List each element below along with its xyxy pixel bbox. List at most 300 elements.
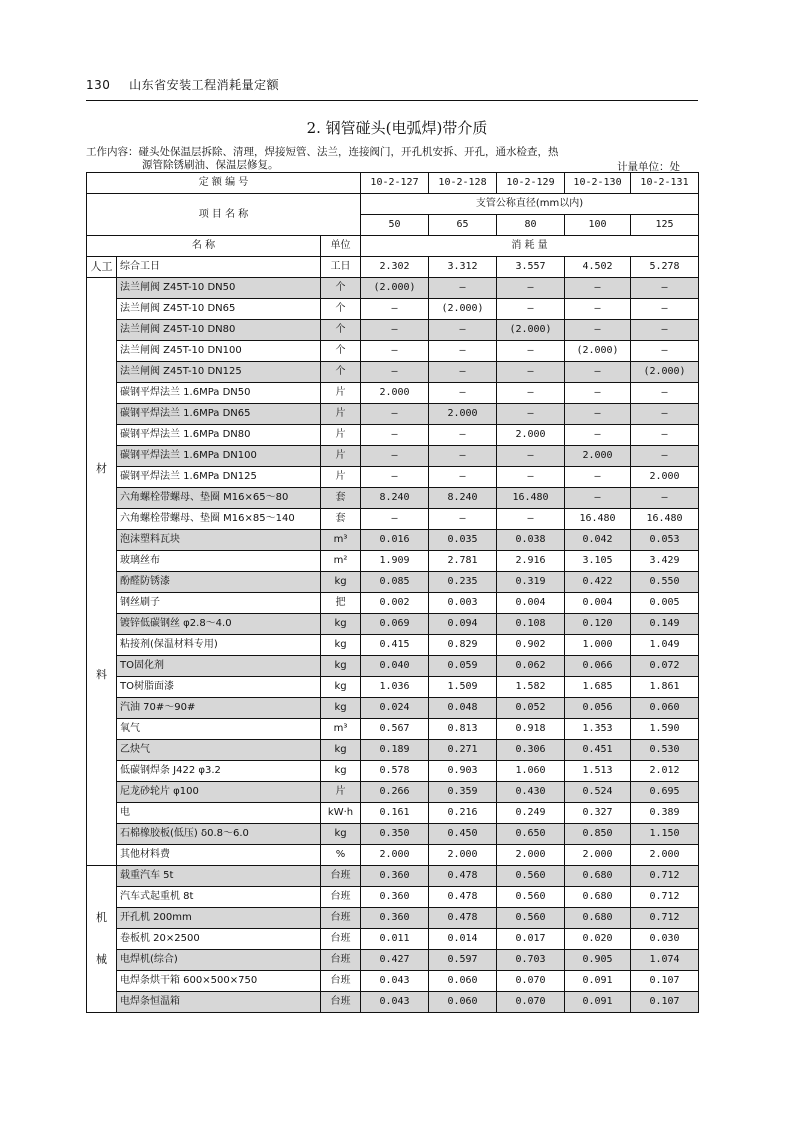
material-value: 2.000 [429,845,497,866]
material-value: — [631,488,699,509]
material-value: 0.306 [497,740,565,761]
material-value: 1.060 [497,761,565,782]
material-value: 0.918 [497,719,565,740]
machinery-value: 0.478 [429,866,497,887]
work-content [86,146,698,172]
machinery-value: 0.560 [497,866,565,887]
material-row [87,803,699,824]
material-value: 2.012 [631,761,699,782]
material-value: 0.359 [429,782,497,803]
material-value: 1.509 [429,677,497,698]
material-value: — [631,320,699,341]
material-value: — [631,278,699,299]
material-unit: 个 [321,362,361,383]
material-name: 碳钢平焊法兰 1.6MPa DN65 [117,404,321,425]
material-value: 16.480 [497,488,565,509]
header-divider [86,100,698,101]
material-row [87,488,699,509]
machinery-value: 1.074 [631,950,699,971]
material-value: 1.861 [631,677,699,698]
name-header: 名 称 [87,236,321,257]
material-value: 0.430 [497,782,565,803]
unit-header: 单位 [321,236,361,257]
material-unit: 个 [321,341,361,362]
material-value: — [631,299,699,320]
machinery-name: 开孔机 200mm [117,908,321,929]
material-unit: kg [321,614,361,635]
material-value: 16.480 [631,509,699,530]
material-name: 氧气 [117,719,321,740]
machinery-unit: 台班 [321,929,361,950]
material-value: 0.024 [361,698,429,719]
machinery-category-bottom: 械 [96,953,107,966]
material-value: 2.000 [361,845,429,866]
material-value: 2.000 [565,845,631,866]
machinery-name: 电焊条烘干箱 600×500×750 [117,971,321,992]
column-header-row [87,236,699,257]
material-value: 0.052 [497,698,565,719]
machinery-name: 汽车式起重机 8t [117,887,321,908]
machinery-name: 载重汽车 5t [117,866,321,887]
material-value: 2.916 [497,551,565,572]
material-name: 法兰闸阀 Z45T-10 DN50 [117,278,321,299]
material-value: 1.513 [565,761,631,782]
machinery-row [87,971,699,992]
material-unit: 个 [321,320,361,341]
material-value: — [565,425,631,446]
machinery-value: 0.020 [565,929,631,950]
material-category-bottom: 料 [96,667,107,681]
material-name: 低碳钢焊条 J422 φ3.2 [117,761,321,782]
material-unit: kW·h [321,803,361,824]
material-value: 0.567 [361,719,429,740]
material-value: 0.072 [631,656,699,677]
material-name: 法兰闸阀 Z45T-10 DN100 [117,341,321,362]
material-value: — [429,425,497,446]
material-value: 2.000 [497,425,565,446]
material-value: 8.240 [361,488,429,509]
material-value: — [565,383,631,404]
material-name: 汽油 70#～90# [117,698,321,719]
material-value: 0.235 [429,572,497,593]
diameter-value: 50 [361,215,429,236]
material-value: 0.062 [497,656,565,677]
material-value: — [429,509,497,530]
material-unit: 片 [321,467,361,488]
material-name: 法兰闸阀 Z45T-10 DN125 [117,362,321,383]
material-category [87,278,117,866]
material-unit: 套 [321,509,361,530]
material-name: 石棉橡胶板(低压) δ0.8～6.0 [117,824,321,845]
machinery-name: 卷板机 20×2500 [117,929,321,950]
material-value: 0.578 [361,761,429,782]
material-value: 0.053 [631,530,699,551]
material-value: — [631,341,699,362]
material-value: 0.108 [497,614,565,635]
machinery-value: 0.680 [565,887,631,908]
material-unit: 片 [321,383,361,404]
labor-unit: 工日 [321,257,361,278]
material-value: 3.105 [565,551,631,572]
material-value: — [497,278,565,299]
material-value: 0.069 [361,614,429,635]
machinery-name: 电焊机(综合) [117,950,321,971]
material-value: — [361,362,429,383]
material-value: — [361,299,429,320]
machinery-unit: 台班 [321,908,361,929]
material-value: 16.480 [565,509,631,530]
material-value: 0.415 [361,635,429,656]
unit-note: 计量单位：处 [617,161,680,173]
quota-code-label: 定 额 编 号 [87,173,361,194]
material-value: 0.271 [429,740,497,761]
machinery-value: 0.703 [497,950,565,971]
material-value: — [497,341,565,362]
material-value: 0.040 [361,656,429,677]
material-unit: kg [321,761,361,782]
material-row [87,446,699,467]
section-title: 2. 钢管碰头(电弧焊)带介质 [306,119,488,137]
diameter-value: 80 [497,215,565,236]
material-value: — [565,320,631,341]
material-value: 0.829 [429,635,497,656]
material-value: 0.249 [497,803,565,824]
machinery-value: 0.070 [497,971,565,992]
quota-code: 10-2-130 [565,173,631,194]
machinery-row [87,908,699,929]
material-name: 六角螺栓带螺母、垫圈 M16×65～80 [117,488,321,509]
material-unit: kg [321,572,361,593]
machinery-value: 0.478 [429,887,497,908]
material-row [87,425,699,446]
machinery-unit: 台班 [321,992,361,1013]
material-row [87,761,699,782]
material-unit: 片 [321,404,361,425]
material-row [87,782,699,803]
material-value: (2.000) [565,341,631,362]
material-row [87,593,699,614]
material-name: 碳钢平焊法兰 1.6MPa DN80 [117,425,321,446]
material-value: 0.161 [361,803,429,824]
diameter-value: 125 [631,215,699,236]
diameter-value: 65 [429,215,497,236]
material-value: — [565,488,631,509]
work-content-line-2: 源管除锈刷油、保温层修复。 [142,159,279,171]
material-row [87,845,699,866]
material-row [87,614,699,635]
material-value: 0.422 [565,572,631,593]
material-value: 2.000 [429,404,497,425]
machinery-unit: 台班 [321,866,361,887]
machinery-value: 0.107 [631,992,699,1013]
material-value: — [361,404,429,425]
labor-name: 综合工日 [117,257,321,278]
material-value: — [497,446,565,467]
material-unit: kg [321,677,361,698]
material-value: 2.000 [361,383,429,404]
material-unit: 片 [321,446,361,467]
labor-value: 5.278 [631,257,699,278]
machinery-row [87,887,699,908]
machinery-row [87,950,699,971]
material-value: 2.000 [631,845,699,866]
material-value: 1.049 [631,635,699,656]
quota-code: 10-2-131 [631,173,699,194]
material-row [87,530,699,551]
material-name: 碳钢平焊法兰 1.6MPa DN50 [117,383,321,404]
material-value: 0.903 [429,761,497,782]
material-name: 尼龙砂轮片 φ100 [117,782,321,803]
material-name: 镀锌低碳钢丝 φ2.8～4.0 [117,614,321,635]
material-row [87,740,699,761]
material-value: 1.000 [565,635,631,656]
material-unit: m³ [321,719,361,740]
material-value: 0.004 [565,593,631,614]
material-value: 0.004 [497,593,565,614]
labor-value: 3.557 [497,257,565,278]
material-unit: m² [321,551,361,572]
material-row [87,320,699,341]
material-row [87,572,699,593]
material-value: 1.150 [631,824,699,845]
material-value: 0.002 [361,593,429,614]
material-value: — [429,341,497,362]
machinery-value: 0.043 [361,971,429,992]
machinery-value: 0.680 [565,866,631,887]
material-value: 0.389 [631,803,699,824]
material-value: 1.909 [361,551,429,572]
work-content-line-1: 工作内容：碰头处保温层拆除、清理，焊接短管、法兰，连接阀门，开孔机安拆、开孔，通水检查，热 [86,146,559,158]
material-row [87,362,699,383]
material-value: — [565,404,631,425]
material-name: 碳钢平焊法兰 1.6MPa DN100 [117,446,321,467]
material-value: — [497,362,565,383]
material-value: 0.085 [361,572,429,593]
material-value: — [565,467,631,488]
material-value: — [429,446,497,467]
material-value: — [429,467,497,488]
material-row [87,677,699,698]
material-value: 0.042 [565,530,631,551]
machinery-name: 电焊条恒温箱 [117,992,321,1013]
material-value: 0.038 [497,530,565,551]
material-row [87,698,699,719]
material-category-top: 材 [96,461,107,475]
material-value: 0.350 [361,824,429,845]
material-value: 0.850 [565,824,631,845]
machinery-category-top: 机 [96,911,107,924]
quota-table [86,172,699,1013]
material-value: 0.530 [631,740,699,761]
material-value: (2.000) [429,299,497,320]
quota-code: 10-2-128 [429,173,497,194]
material-value: 0.695 [631,782,699,803]
material-value: 0.016 [361,530,429,551]
machinery-value: 0.560 [497,887,565,908]
machinery-row [87,992,699,1013]
material-row [87,635,699,656]
material-value: (2.000) [361,278,429,299]
material-value: — [361,341,429,362]
material-value: 0.216 [429,803,497,824]
diameter-value: 100 [565,215,631,236]
material-value: 0.059 [429,656,497,677]
labor-row [87,257,699,278]
material-name: TO固化剂 [117,656,321,677]
machinery-value: 0.905 [565,950,631,971]
material-value: 0.524 [565,782,631,803]
material-unit: % [321,845,361,866]
machinery-row [87,866,699,887]
material-value: — [361,467,429,488]
diameter-label: 支管公称直径(mm以内) [361,194,699,215]
material-unit: kg [321,740,361,761]
material-value: — [497,509,565,530]
material-name: 碳钢平焊法兰 1.6MPa DN125 [117,467,321,488]
material-value: 0.450 [429,824,497,845]
material-row [87,404,699,425]
material-row [87,551,699,572]
machinery-unit: 台班 [321,887,361,908]
consumption-header: 消 耗 量 [361,236,699,257]
machinery-value: 0.060 [429,992,497,1013]
material-name: 法兰闸阀 Z45T-10 DN80 [117,320,321,341]
material-value: — [631,404,699,425]
item-name-label: 项 目 名 称 [87,194,361,236]
machinery-row [87,929,699,950]
material-unit: 片 [321,782,361,803]
material-unit: kg [321,698,361,719]
material-row [87,824,699,845]
material-value: — [429,362,497,383]
material-value: 0.650 [497,824,565,845]
material-value: (2.000) [631,362,699,383]
material-name: 乙炔气 [117,740,321,761]
material-value: 2.000 [565,446,631,467]
material-value: 0.266 [361,782,429,803]
material-value: 0.005 [631,593,699,614]
material-value: 0.189 [361,740,429,761]
material-name: 粘接剂(保温材料专用) [117,635,321,656]
material-value: 1.353 [565,719,631,740]
material-value: — [429,383,497,404]
material-name: 电 [117,803,321,824]
material-value: 1.582 [497,677,565,698]
material-row [87,656,699,677]
material-value: 2.781 [429,551,497,572]
machinery-value: 0.107 [631,971,699,992]
material-value: 0.327 [565,803,631,824]
labor-value: 4.502 [565,257,631,278]
machinery-value: 0.030 [631,929,699,950]
material-value: — [631,425,699,446]
diameter-label-row [87,194,699,215]
material-value: — [429,278,497,299]
material-value: 0.066 [565,656,631,677]
machinery-value: 0.478 [429,908,497,929]
material-value: 1.036 [361,677,429,698]
material-value: 2.000 [497,845,565,866]
material-value: 0.902 [497,635,565,656]
material-value: — [497,404,565,425]
machinery-value: 0.360 [361,887,429,908]
material-value: 0.319 [497,572,565,593]
material-value: 0.094 [429,614,497,635]
machinery-value: 0.043 [361,992,429,1013]
material-row [87,278,699,299]
material-value: 0.056 [565,698,631,719]
material-name: 酚醛防锈漆 [117,572,321,593]
material-value: — [565,362,631,383]
page-number: 130 [86,78,111,92]
material-value: 1.685 [565,677,631,698]
material-row [87,467,699,488]
material-name: 泡沫塑料瓦块 [117,530,321,551]
material-row [87,341,699,362]
material-name: 玻璃丝布 [117,551,321,572]
material-value: 0.060 [631,698,699,719]
material-value: — [631,383,699,404]
material-value: — [497,467,565,488]
material-unit: kg [321,656,361,677]
material-value: — [361,509,429,530]
material-name: TO树脂面漆 [117,677,321,698]
machinery-value: 0.360 [361,908,429,929]
material-value: 1.590 [631,719,699,740]
labor-value: 2.302 [361,257,429,278]
material-value: 0.813 [429,719,497,740]
material-unit: 套 [321,488,361,509]
machinery-value: 0.091 [565,992,631,1013]
machinery-category [87,866,117,1013]
material-unit: kg [321,824,361,845]
machinery-value: 0.360 [361,866,429,887]
material-unit: 把 [321,593,361,614]
machinery-value: 0.017 [497,929,565,950]
material-value: 0.035 [429,530,497,551]
material-value: — [429,320,497,341]
material-value: — [631,446,699,467]
page-header [86,76,279,93]
machinery-value: 0.712 [631,908,699,929]
machinery-value: 0.597 [429,950,497,971]
machinery-value: 0.560 [497,908,565,929]
machinery-value: 0.011 [361,929,429,950]
machinery-value: 0.014 [429,929,497,950]
material-value: 0.149 [631,614,699,635]
material-value: 3.429 [631,551,699,572]
labor-value: 3.312 [429,257,497,278]
material-unit: m³ [321,530,361,551]
material-value: — [565,278,631,299]
material-row [87,719,699,740]
material-unit: kg [321,635,361,656]
machinery-unit: 台班 [321,950,361,971]
material-name: 六角螺栓带螺母、垫圈 M16×85～140 [117,509,321,530]
machinery-value: 0.060 [429,971,497,992]
material-value: — [497,299,565,320]
quota-code-row [87,173,699,194]
machinery-unit: 台班 [321,971,361,992]
material-value: — [497,383,565,404]
machinery-value: 0.091 [565,971,631,992]
machinery-value: 0.680 [565,908,631,929]
machinery-value: 0.712 [631,866,699,887]
material-value: (2.000) [497,320,565,341]
machinery-value: 0.712 [631,887,699,908]
material-value: 0.550 [631,572,699,593]
material-row [87,299,699,320]
